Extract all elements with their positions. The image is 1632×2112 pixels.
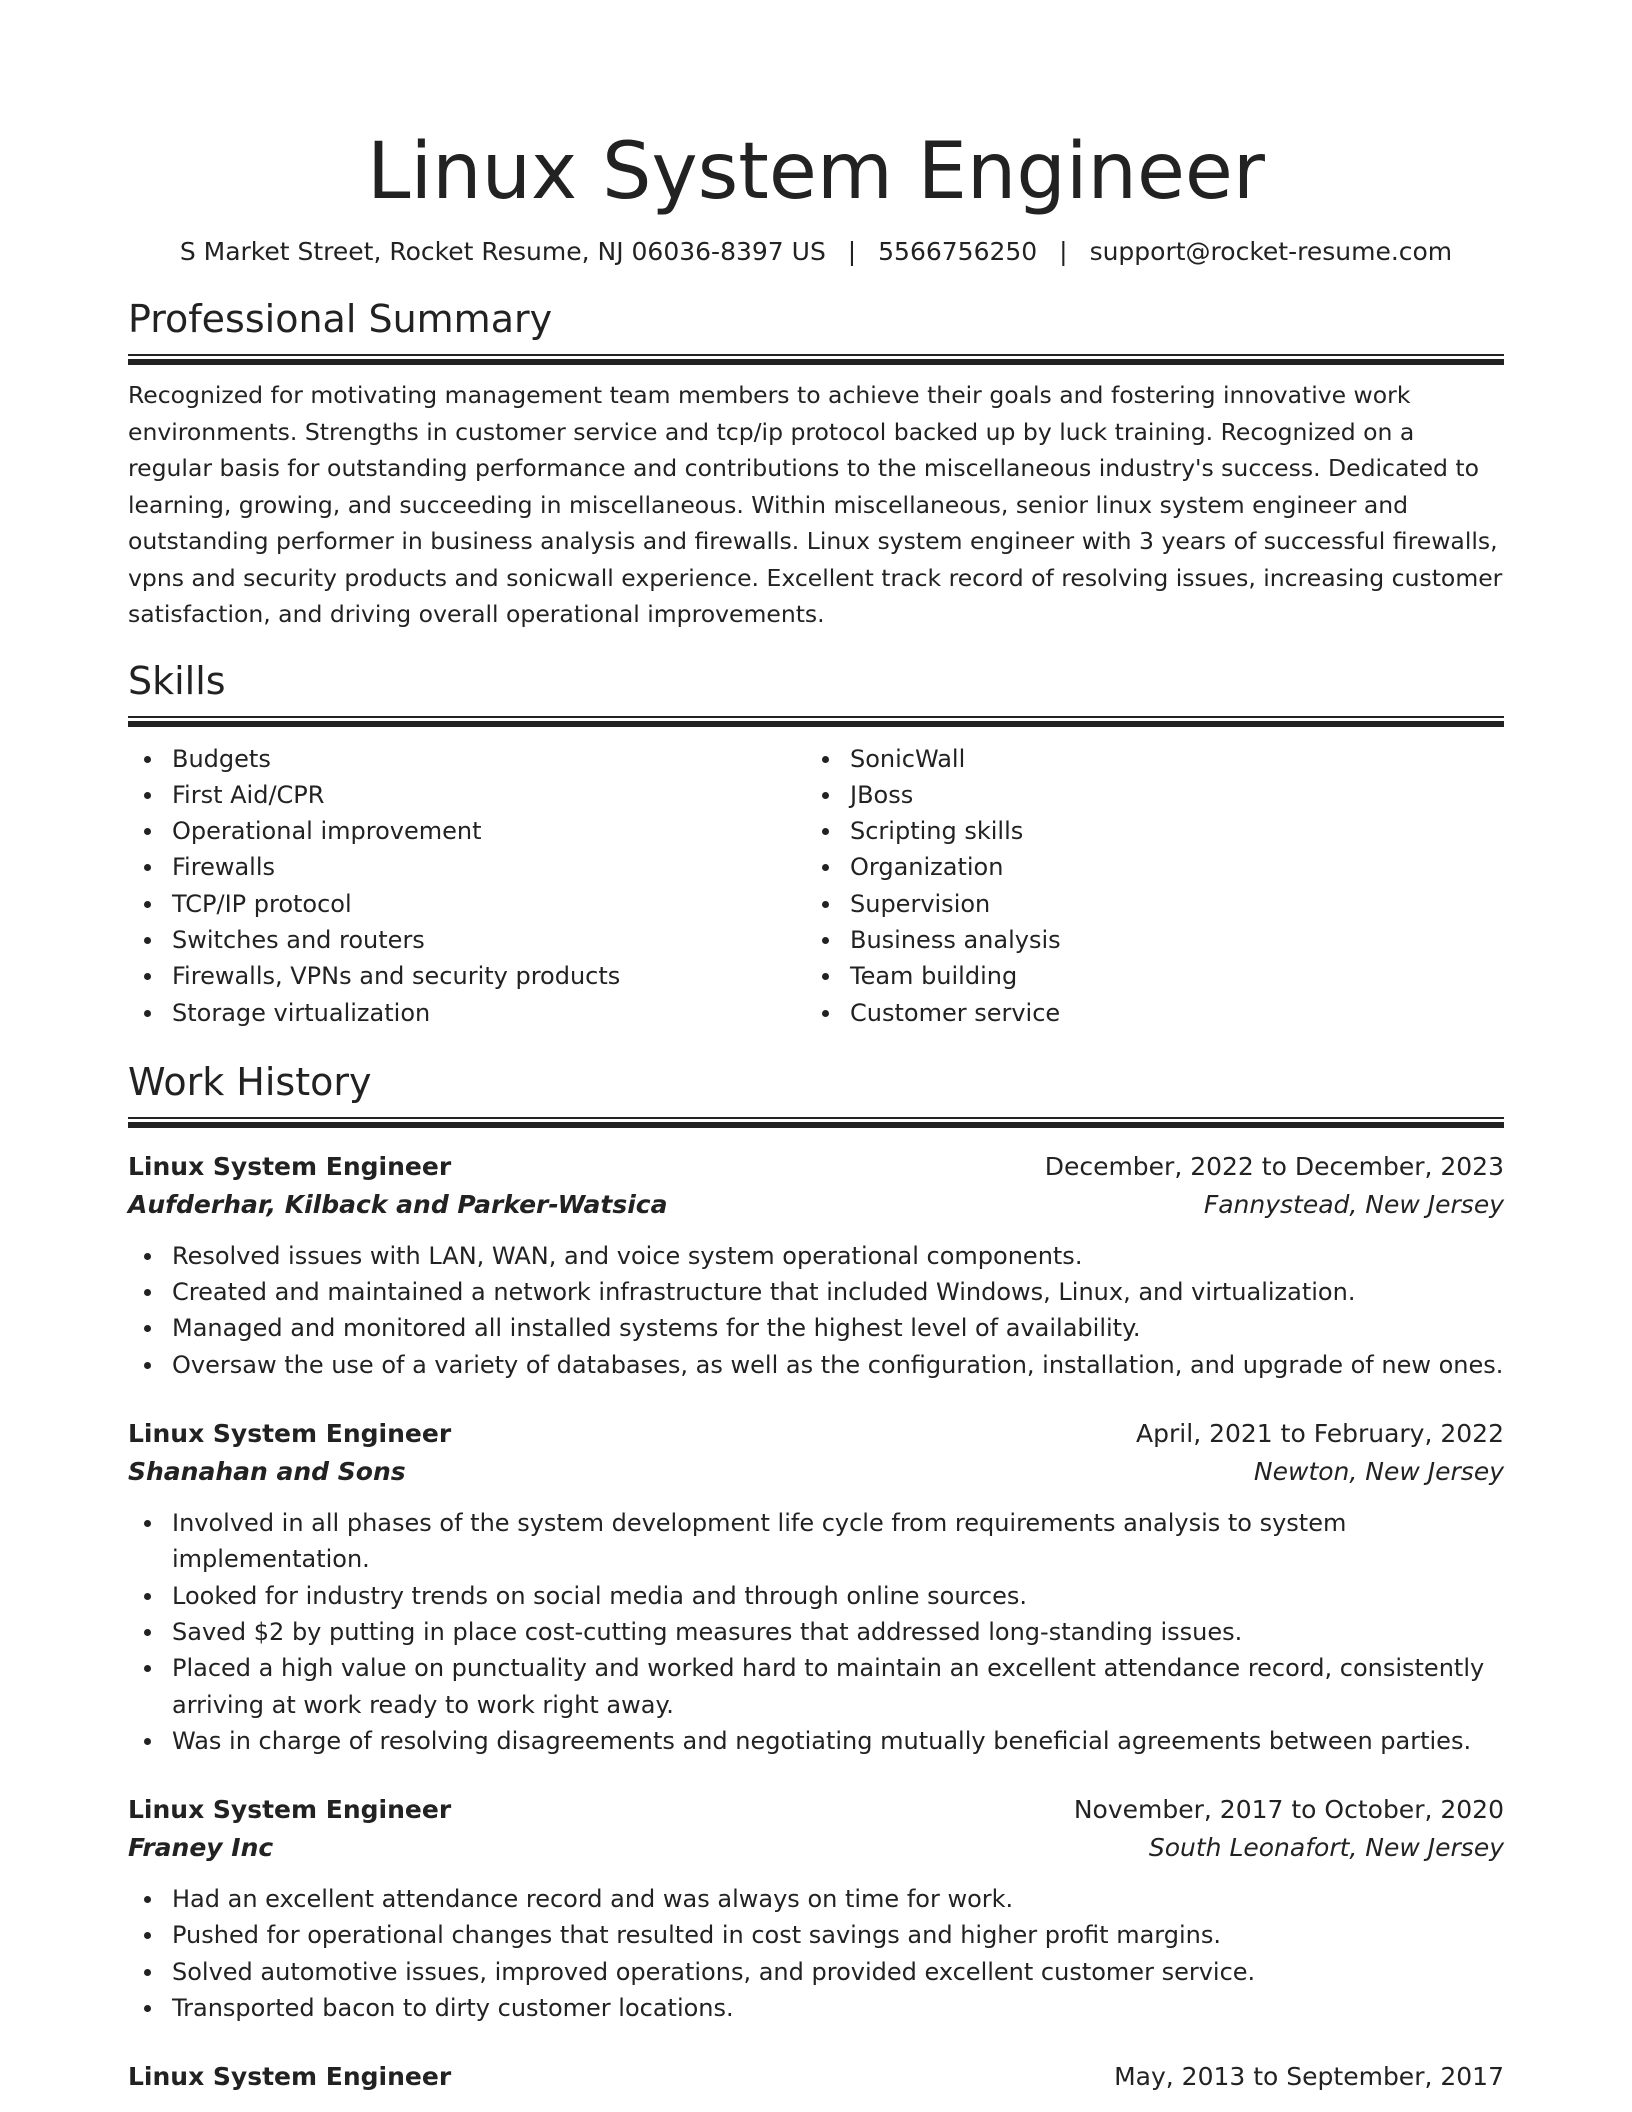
- job-dates: April, 2021 to February, 2022: [1136, 1419, 1504, 1449]
- resume-name-heading: Linux System Engineer: [367, 127, 1265, 217]
- skill-item: Scripting skills: [806, 813, 1484, 849]
- job-entry: [128, 1791, 1504, 2026]
- skill-item: First Aid/CPR: [128, 777, 806, 813]
- job-entry: [128, 1148, 1504, 1383]
- job-header: [128, 1791, 1504, 1829]
- job-dates: May, 2013 to September, 2017: [1114, 2062, 1504, 2092]
- job-bullet: Involved in all phases of the system development life cycle from requirements analysis to system implementation.: [128, 1505, 1504, 1578]
- job-company: Shanahan and Sons: [128, 1457, 406, 1487]
- skills-list-left: [128, 741, 806, 1031]
- job-dates: December, 2022 to December, 2023: [1044, 1151, 1504, 1181]
- job-subheader: [128, 1186, 1504, 1224]
- job-bullet: Was in charge of resolving disagreements and negotiating mutually beneficial agreements between parties.: [128, 1723, 1504, 1759]
- skill-item: JBoss: [806, 777, 1484, 813]
- job-bullet: Oversaw the use of a variety of databases, as well as the configuration, installation, and upgrade of new ones.: [128, 1347, 1504, 1383]
- skill-item: Supervision: [806, 886, 1484, 922]
- job-subheader: [128, 1453, 1504, 1491]
- job-bullet: Looked for industry trends on social media and through online sources.: [128, 1578, 1504, 1614]
- skill-item: TCP/IP protocol: [128, 886, 806, 922]
- job-dates: November, 2017 to October, 2020: [1073, 1795, 1504, 1825]
- job-subheader: [128, 1829, 1504, 1867]
- job-entry: [128, 1415, 1504, 1759]
- job-title: Linux System Engineer: [128, 2062, 452, 2092]
- job-entry: [128, 2058, 1504, 2096]
- job-location: Newton, New Jersey: [1253, 1457, 1504, 1487]
- skill-item: Firewalls, VPNs and security products: [128, 958, 806, 994]
- section-title-work-history: Work History: [128, 1059, 372, 1104]
- job-bullet: Saved $2 by putting in place cost-cutting measures that addressed long-standing issues.: [128, 1614, 1504, 1650]
- job-bullet: Had an excellent attendance record and was always on time for work.: [128, 1881, 1504, 1917]
- job-bullets: [128, 1881, 1504, 2026]
- job-bullet: Placed a high value on punctuality and worked hard to maintain an excellent attendance record, consistently arriving at work ready to work right away.: [128, 1650, 1504, 1723]
- job-company: Aufderhar, Kilback and Parker-Watsica: [128, 1189, 668, 1219]
- contact-phone[interactable]: 5566756250: [878, 237, 1038, 266]
- section-divider: [128, 354, 1504, 365]
- contact-email[interactable]: support@rocket-resume.com: [1089, 237, 1453, 266]
- skill-item: Storage virtualization: [128, 995, 806, 1031]
- summary-section: [128, 296, 1504, 633]
- job-title: Linux System Engineer: [128, 1151, 452, 1181]
- job-bullet: Created and maintained a network infrastructure that included Windows, Linux, and virtualization.: [128, 1274, 1504, 1310]
- skill-item: Firewalls: [128, 849, 806, 885]
- job-bullet: Transported bacon to dirty customer locations.: [128, 1990, 1504, 2026]
- skill-item: Operational improvement: [128, 813, 806, 849]
- section-title-summary: Professional Summary: [128, 297, 553, 341]
- job-bullets: [128, 1505, 1504, 1759]
- summary-text: Recognized for motivating management team members to achieve their goals and fostering innovative work environments. Strengths in customer service and tcp/ip protocol backed up by luck training. Recognized on a regular basis for outstanding performance and contributions to the miscellaneous industry's success. Dedicated to learning, growing, and succeeding in miscellaneous. Within miscellaneous, senior linux system engineer and outstanding performer in business analysis and firewalls. Linux system engineer with 3 years of successful firewalls, vpns and security products and sonicwall experience. Excellent track record of resolving issues, increasing customer satisfaction, and driving overall operational improvements.: [128, 381, 1503, 628]
- work-history-section: [128, 1059, 1504, 2096]
- resume-page: [128, 0, 1504, 2096]
- skills-list-right: [806, 741, 1484, 1031]
- job-header: [128, 2058, 1504, 2096]
- job-location: Fannystead, New Jersey: [1203, 1189, 1504, 1219]
- job-location: South Leonafort, New Jersey: [1148, 1833, 1504, 1863]
- contact-separator: |: [1059, 237, 1068, 266]
- job-bullet: Pushed for operational changes that resulted in cost savings and higher profit margins.: [128, 1917, 1504, 1953]
- job-bullet: Resolved issues with LAN, WAN, and voice system operational components.: [128, 1238, 1504, 1274]
- section-divider: [128, 716, 1504, 727]
- job-bullets: [128, 1238, 1504, 1383]
- skills-section: [128, 658, 1504, 1031]
- job-bullet: Managed and monitored all installed systems for the highest level of availability.: [128, 1310, 1504, 1346]
- skill-item: Organization: [806, 849, 1484, 885]
- skill-item: Budgets: [128, 741, 806, 777]
- job-header: [128, 1415, 1504, 1453]
- contact-line: [128, 236, 1504, 268]
- job-header: [128, 1148, 1504, 1186]
- section-title-skills: Skills: [128, 658, 226, 703]
- job-bullet: Solved automotive issues, improved operations, and provided excellent customer service.: [128, 1954, 1504, 1990]
- section-divider: [128, 1117, 1504, 1128]
- skill-item: Team building: [806, 958, 1484, 994]
- job-title: Linux System Engineer: [128, 1795, 452, 1825]
- job-company: Franey Inc: [128, 1833, 274, 1863]
- contact-separator: |: [847, 237, 857, 266]
- skill-item: SonicWall: [806, 741, 1484, 777]
- skill-item: Switches and routers: [128, 922, 806, 958]
- skills-columns: [128, 741, 1504, 1031]
- skill-item: Customer service: [806, 995, 1484, 1031]
- skill-item: Business analysis: [806, 922, 1484, 958]
- job-title: Linux System Engineer: [128, 1419, 452, 1449]
- contact-address: S Market Street, Rocket Resume, NJ 06036-8397 US: [179, 237, 826, 266]
